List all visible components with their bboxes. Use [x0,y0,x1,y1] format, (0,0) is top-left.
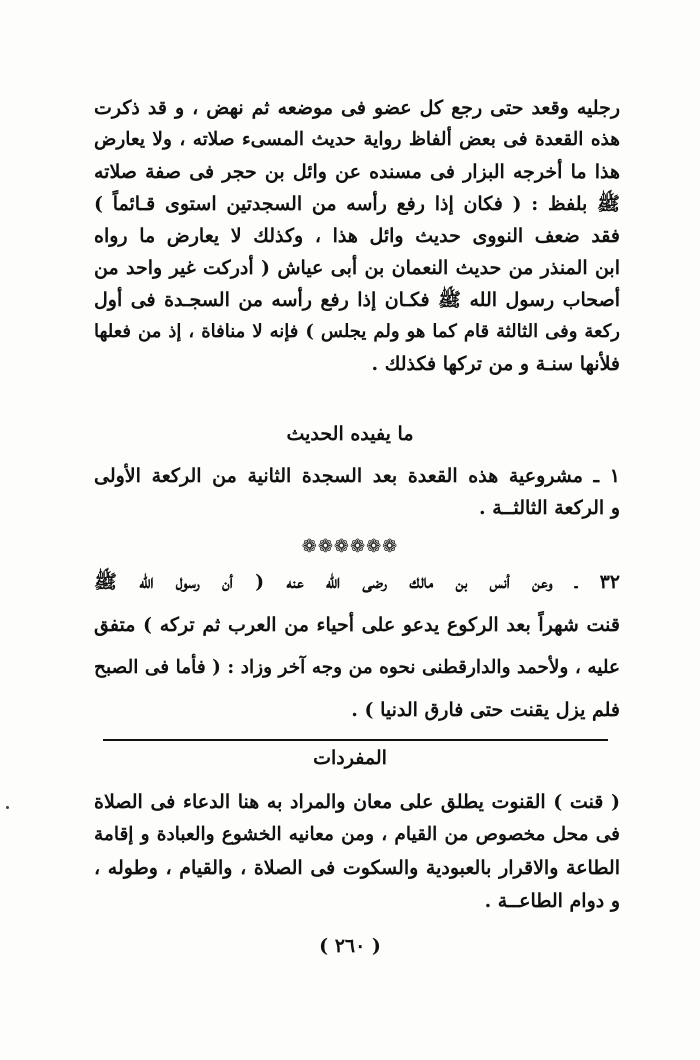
horizontal-rule [103,739,608,741]
text-line: و الركعة الثالثــة . [478,497,620,519]
text-line: فى محل مخصوص من القيام ، ومن معانيه الخشوع والعبادة و إقامة [94,824,620,845]
text-line: أصحاب رسول الله ﷺ فكـان إذا رفع رأسه من السجـدة فى أول [94,289,620,311]
text-line: رجليه وقعد حتى رجع كل عضو فى موضعه ثم نهض ، و قد ذكرت [94,97,620,119]
text-line: ابن المنذر من حديث النعمان بن أبى عياش ( أدركت غير واحد من [94,257,620,279]
text-line: فقد ضعف النووى حديث وائل هذا ، وكذلك لا يعارض ما رواه [94,225,620,247]
page-number: ( ٢٦٠ ) [319,935,381,957]
text-line: ١ ـ مشروعية هذه القعدة بعد السجدة الثانية من الركعة الأولى [94,465,620,487]
text-line: فلأنها سنـة و من تركها فكذلك . [371,353,620,375]
text-line: و دوام الطاعــة . [484,890,620,912]
section-heading: المفردات [313,747,387,769]
text-line: ﷺ بلفظ : ( فكان إذا رفع رأسه من السجدتين استوى قـائماً ) [94,193,620,215]
text-line: ( قنت ) القنوت يطلق على معان والمراد به هنا الدعاء فى الصلاة [94,791,620,813]
text-line: ركعة وفى الثالثة قام كما هو ولم يجلس ) فإنه لا منافاة ، إذ من فعلها [94,321,620,342]
text-line: هذا ما أخرجه البزار فى مسنده عن وائل بن حجر فى صفة صلاته [94,161,620,183]
text-line: فلم يزل يقنت حتى فارق الدنيا ) . [351,699,620,721]
scan-speck [6,806,9,809]
text-line: هذه القعدة فى بعض ألفاظ رواية حديث المسىء صلاته ، ولا يعارض [94,129,620,150]
section-heading: ما يفيده الحديث [286,423,414,445]
text-line: عليه ، ولأحمد والدارقطنى نحوه من وجه آخر وزاد : ( فأما فى الصبح [94,657,620,678]
ornament-divider: ❁❁❁❁❁❁ [301,536,399,557]
text-line: ٣٢ ـ وعن أنس بن مالك رضى الله عنه ( أن رسول الله ﷺ [94,571,620,593]
text-line: قنت شهراً بعد الركوع يدعو على أحياء من العرب ثم تركه ) متفق [94,614,620,636]
text-line: الطاعة والاقرار بالعبودية والسكوت فى الصلاة ، والقيام ، وطوله ، [94,857,620,879]
